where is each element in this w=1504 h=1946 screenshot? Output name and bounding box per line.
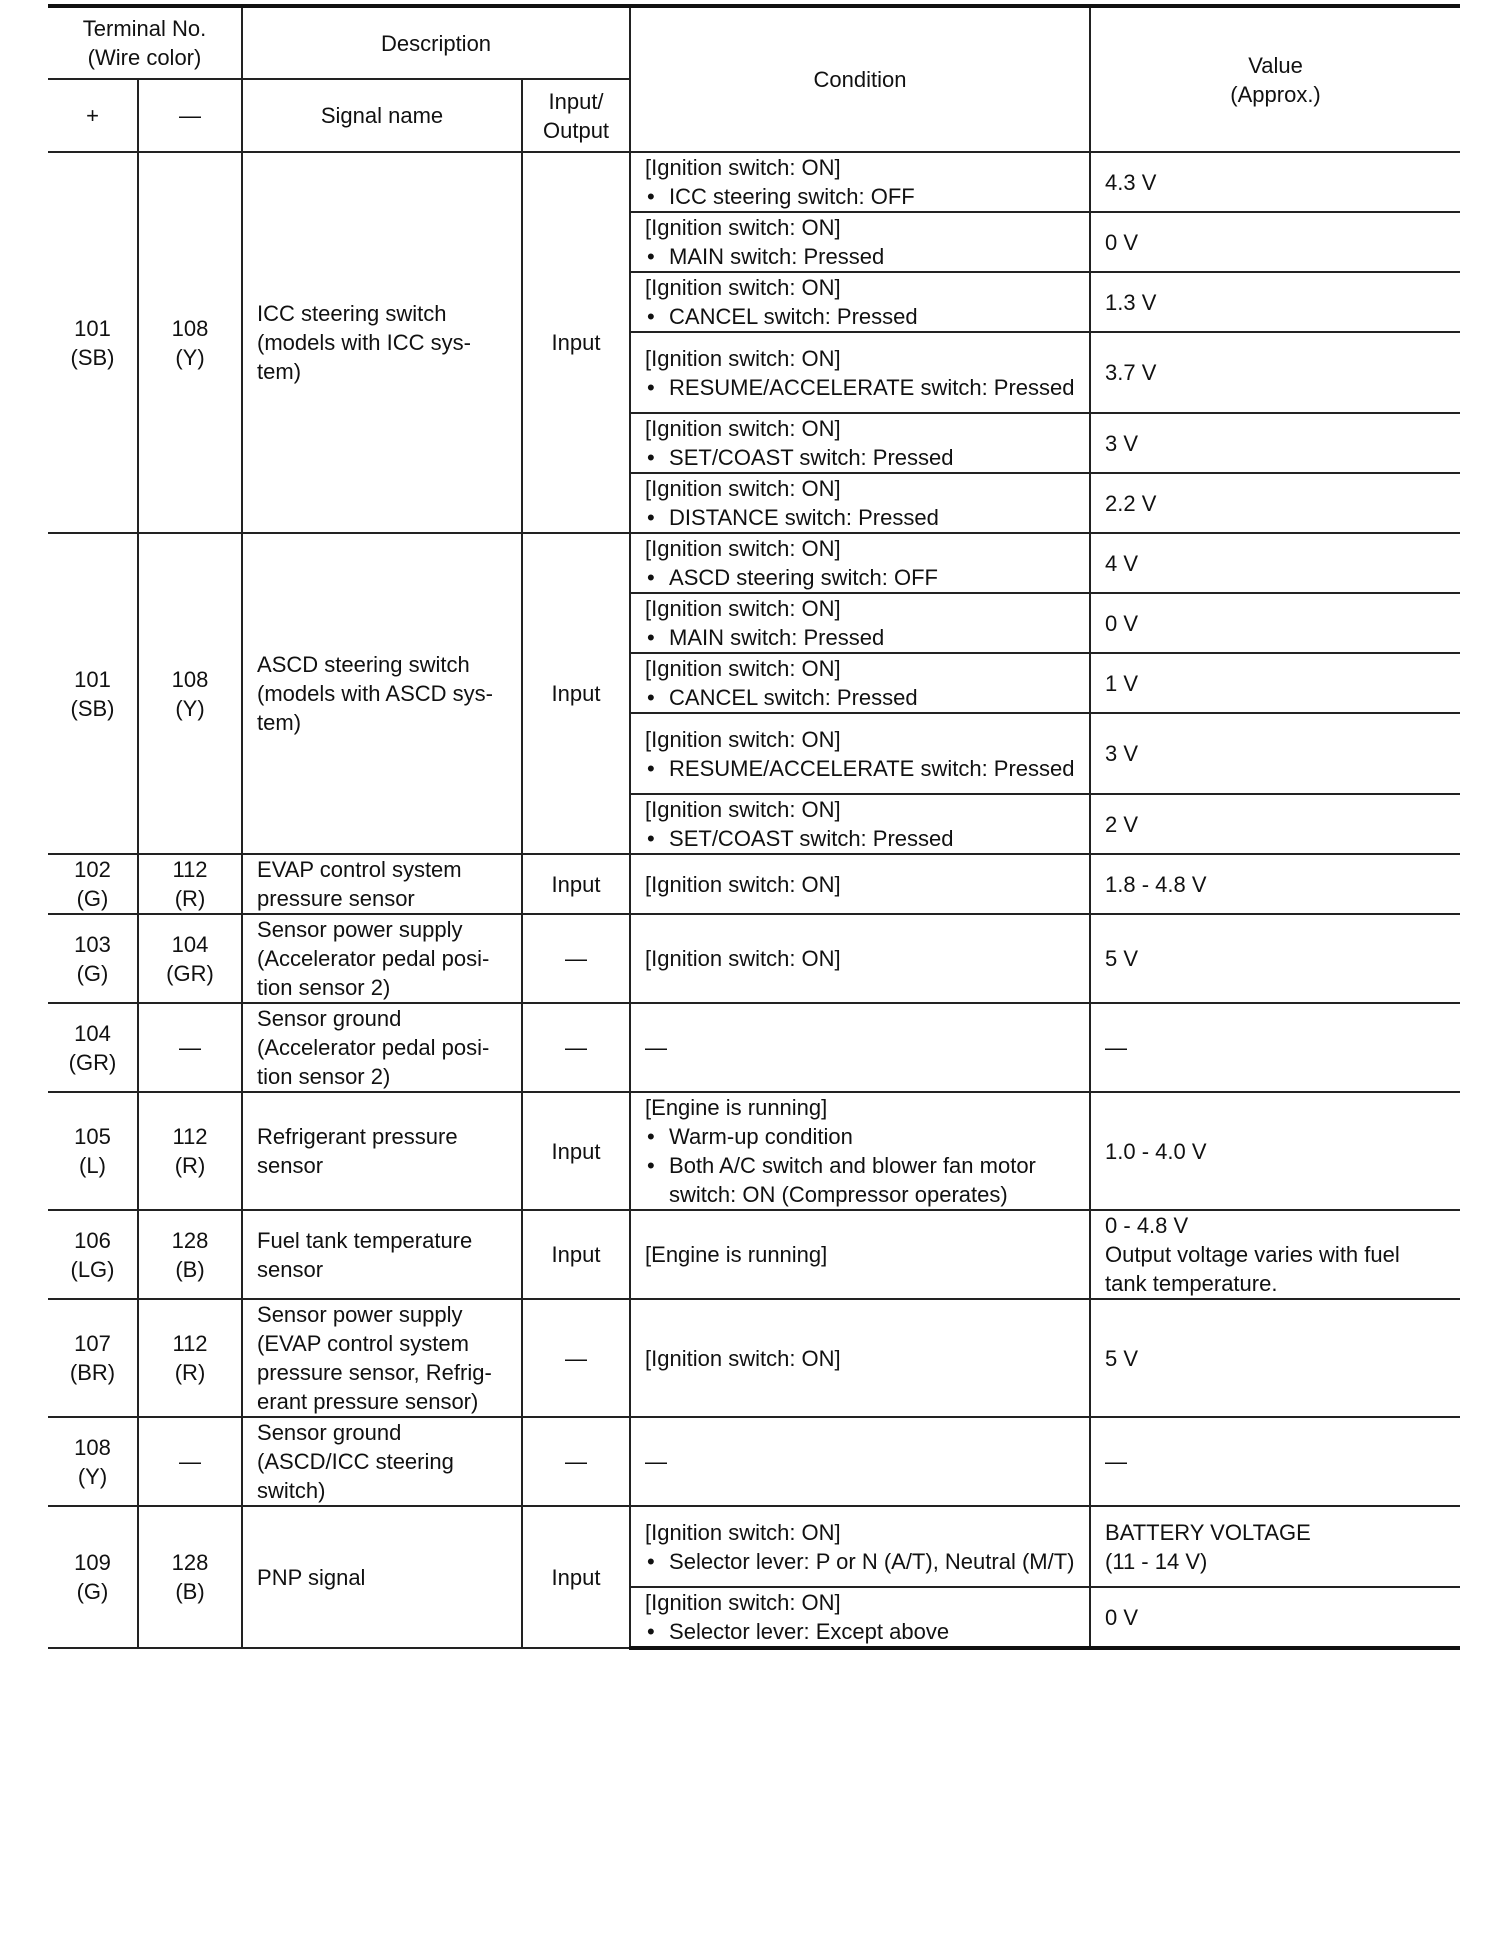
condition-bullet: • MAIN switch: Pressed bbox=[645, 623, 1075, 652]
value-cell: 1.8 - 4.8 V bbox=[1090, 854, 1460, 914]
condition-cell bbox=[630, 1587, 1090, 1648]
table-row bbox=[48, 854, 1460, 914]
terminal-minus: 104 (GR) bbox=[138, 914, 242, 1003]
condition-bullet: • SET/COAST switch: Pressed bbox=[645, 824, 1075, 853]
terminal-minus: 128 (B) bbox=[138, 1210, 242, 1299]
condition-bullet: • RESUME/ACCELERATE switch: Pressed bbox=[645, 373, 1075, 402]
terminal-minus: 108 (Y) bbox=[138, 533, 242, 854]
condition-heading: — bbox=[645, 1449, 668, 1474]
condition-heading: [Ignition switch: ON] bbox=[645, 871, 841, 897]
condition-cell bbox=[630, 272, 1090, 332]
header-minus: — bbox=[138, 79, 242, 152]
condition-cell bbox=[630, 713, 1090, 794]
condition-cell bbox=[630, 1417, 1090, 1506]
header-value: Value (Approx.) bbox=[1090, 6, 1460, 152]
condition-cell bbox=[630, 914, 1090, 1003]
header-input-output: Input/ Output bbox=[522, 79, 630, 152]
table-row bbox=[48, 1003, 1460, 1092]
header-signal-name: Signal name bbox=[242, 79, 522, 152]
terminal-plus: 106 (LG) bbox=[48, 1210, 138, 1299]
terminal-plus: 109 (G) bbox=[48, 1506, 138, 1648]
terminal-plus: 105 (L) bbox=[48, 1092, 138, 1210]
signal-name: ICC steering switch (models with ICC sys-tem) bbox=[242, 152, 522, 533]
condition-cell bbox=[630, 533, 1090, 593]
input-output: Input bbox=[522, 1506, 630, 1648]
terminal-plus: 101 (SB) bbox=[48, 152, 138, 533]
value-cell: 1 V bbox=[1090, 653, 1460, 713]
input-output: — bbox=[522, 914, 630, 1003]
input-output: Input bbox=[522, 1210, 630, 1299]
table-row bbox=[48, 533, 1460, 593]
value-cell: 0 V bbox=[1090, 593, 1460, 653]
table-row bbox=[48, 1210, 1460, 1299]
condition-bullet: • Selector lever: Except above bbox=[645, 1617, 1075, 1646]
condition-cell bbox=[630, 593, 1090, 653]
condition-heading: [Ignition switch: ON] bbox=[645, 596, 841, 621]
signal-name: Sensor power supply (EVAP control system pressure sensor, Refrig-erant pressure sensor) bbox=[242, 1299, 522, 1417]
condition-cell bbox=[630, 152, 1090, 212]
condition-heading: [Ignition switch: ON] bbox=[645, 476, 841, 501]
value-cell: 3 V bbox=[1090, 413, 1460, 473]
condition-heading: [Ignition switch: ON] bbox=[645, 656, 841, 681]
terminal-minus: 128 (B) bbox=[138, 1506, 242, 1648]
table-row bbox=[48, 1506, 1460, 1587]
condition-bullet: • MAIN switch: Pressed bbox=[645, 242, 1075, 271]
condition-bullet: • ICC steering switch: OFF bbox=[645, 182, 1075, 211]
condition-cell bbox=[630, 1092, 1090, 1210]
condition-heading: [Ignition switch: ON] bbox=[645, 275, 841, 300]
condition-bullet: • SET/COAST switch: Pressed bbox=[645, 443, 1075, 472]
value-cell: 3.7 V bbox=[1090, 332, 1460, 413]
value-cell: 1.3 V bbox=[1090, 272, 1460, 332]
condition-bullet: • RESUME/ACCELERATE switch: Pressed bbox=[645, 754, 1075, 783]
value-cell: 0 V bbox=[1090, 1587, 1460, 1648]
terminal-minus: 112 (R) bbox=[138, 1299, 242, 1417]
condition-bullet: • Warm-up condition bbox=[645, 1122, 1075, 1151]
input-output: Input bbox=[522, 152, 630, 533]
header-plus: + bbox=[48, 79, 138, 152]
condition-heading: [Engine is running] bbox=[645, 1242, 828, 1267]
condition-cell bbox=[630, 473, 1090, 533]
table-row bbox=[48, 152, 1460, 212]
value-cell: BATTERY VOLTAGE (11 - 14 V) bbox=[1090, 1506, 1460, 1587]
value-cell: — bbox=[1090, 1003, 1460, 1092]
value-cell: 5 V bbox=[1090, 914, 1460, 1003]
condition-heading: [Ignition switch: ON] bbox=[645, 726, 841, 752]
condition-heading: [Ignition switch: ON] bbox=[645, 946, 841, 971]
input-output: Input bbox=[522, 1092, 630, 1210]
condition-bullet: • DISTANCE switch: Pressed bbox=[645, 503, 1075, 532]
input-output: — bbox=[522, 1003, 630, 1092]
condition-heading: [Ignition switch: ON] bbox=[645, 1590, 841, 1615]
header-description: Description bbox=[242, 6, 630, 79]
signal-name: Sensor ground (Accelerator pedal posi-tion sensor 2) bbox=[242, 1003, 522, 1092]
signal-name: Sensor ground (ASCD/ICC steering switch) bbox=[242, 1417, 522, 1506]
table-row bbox=[48, 1417, 1460, 1506]
signal-name: EVAP control system pressure sensor bbox=[242, 854, 522, 914]
condition-cell bbox=[630, 1506, 1090, 1587]
value-cell: 4.3 V bbox=[1090, 152, 1460, 212]
value-cell: 4 V bbox=[1090, 533, 1460, 593]
terminal-plus: 108 (Y) bbox=[48, 1417, 138, 1506]
table-header bbox=[48, 6, 1460, 152]
value-cell: 0 - 4.8 V Output voltage varies with fuel tank temperature. bbox=[1090, 1210, 1460, 1299]
condition-heading: [Ignition switch: ON] bbox=[645, 797, 841, 822]
terminal-plus: 107 (BR) bbox=[48, 1299, 138, 1417]
condition-bullet: • ASCD steering switch: OFF bbox=[645, 563, 1075, 592]
condition-cell bbox=[630, 794, 1090, 854]
terminal-plus: 101 (SB) bbox=[48, 533, 138, 854]
condition-cell bbox=[630, 854, 1090, 914]
value-cell: 2 V bbox=[1090, 794, 1460, 854]
condition-heading: [Ignition switch: ON] bbox=[645, 345, 841, 371]
signal-name: Sensor power supply (Accelerator pedal posi-tion sensor 2) bbox=[242, 914, 522, 1003]
terminal-minus: 112 (R) bbox=[138, 854, 242, 914]
condition-cell bbox=[630, 332, 1090, 413]
value-cell: 3 V bbox=[1090, 713, 1460, 794]
condition-heading: [Ignition switch: ON] bbox=[645, 1345, 841, 1371]
condition-bullet: • Both A/C switch and blower fan motor switch: ON (Compressor operates) bbox=[645, 1151, 1075, 1209]
signal-name: PNP signal bbox=[242, 1506, 522, 1648]
condition-heading: [Ignition switch: ON] bbox=[645, 155, 841, 180]
value-cell: 0 V bbox=[1090, 212, 1460, 272]
condition-cell bbox=[630, 212, 1090, 272]
terminal-minus: — bbox=[138, 1417, 242, 1506]
condition-heading: [Ignition switch: ON] bbox=[645, 215, 841, 240]
condition-bullet: • CANCEL switch: Pressed bbox=[645, 302, 1075, 331]
condition-cell bbox=[630, 1003, 1090, 1092]
condition-heading: [Engine is running] bbox=[645, 1095, 828, 1120]
table-row bbox=[48, 1299, 1460, 1417]
terminal-plus: 104 (GR) bbox=[48, 1003, 138, 1092]
value-cell: 5 V bbox=[1090, 1299, 1460, 1417]
terminal-spec-table bbox=[48, 4, 1460, 1650]
terminal-plus: 102 (G) bbox=[48, 854, 138, 914]
terminal-minus: 112 (R) bbox=[138, 1092, 242, 1210]
terminal-plus: 103 (G) bbox=[48, 914, 138, 1003]
value-cell: 1.0 - 4.0 V bbox=[1090, 1092, 1460, 1210]
input-output: — bbox=[522, 1417, 630, 1506]
condition-cell bbox=[630, 653, 1090, 713]
input-output: Input bbox=[522, 854, 630, 914]
table-row bbox=[48, 914, 1460, 1003]
condition-cell bbox=[630, 1210, 1090, 1299]
input-output: — bbox=[522, 1299, 630, 1417]
table-row bbox=[48, 1092, 1460, 1210]
terminal-minus: — bbox=[138, 1003, 242, 1092]
input-output: Input bbox=[522, 533, 630, 854]
terminal-minus: 108 (Y) bbox=[138, 152, 242, 533]
signal-name: Fuel tank temperature sensor bbox=[242, 1210, 522, 1299]
value-cell: 2.2 V bbox=[1090, 473, 1460, 533]
condition-heading: [Ignition switch: ON] bbox=[645, 536, 841, 561]
condition-heading: [Ignition switch: ON] bbox=[645, 416, 841, 441]
condition-bullet: • CANCEL switch: Pressed bbox=[645, 683, 1075, 712]
condition-cell bbox=[630, 413, 1090, 473]
signal-name: Refrigerant pressure sensor bbox=[242, 1092, 522, 1210]
header-terminal-no: Terminal No. (Wire color) bbox=[48, 6, 242, 79]
signal-name: ASCD steering switch (models with ASCD sys-tem) bbox=[242, 533, 522, 854]
header-condition: Condition bbox=[630, 6, 1090, 152]
condition-heading: [Ignition switch: ON] bbox=[645, 1519, 841, 1545]
table-body bbox=[48, 152, 1460, 1648]
condition-cell bbox=[630, 1299, 1090, 1417]
condition-bullet: • Selector lever: P or N (A/T), Neutral (M/T) bbox=[645, 1547, 1075, 1576]
value-cell: — bbox=[1090, 1417, 1460, 1506]
condition-heading: — bbox=[645, 1035, 668, 1060]
